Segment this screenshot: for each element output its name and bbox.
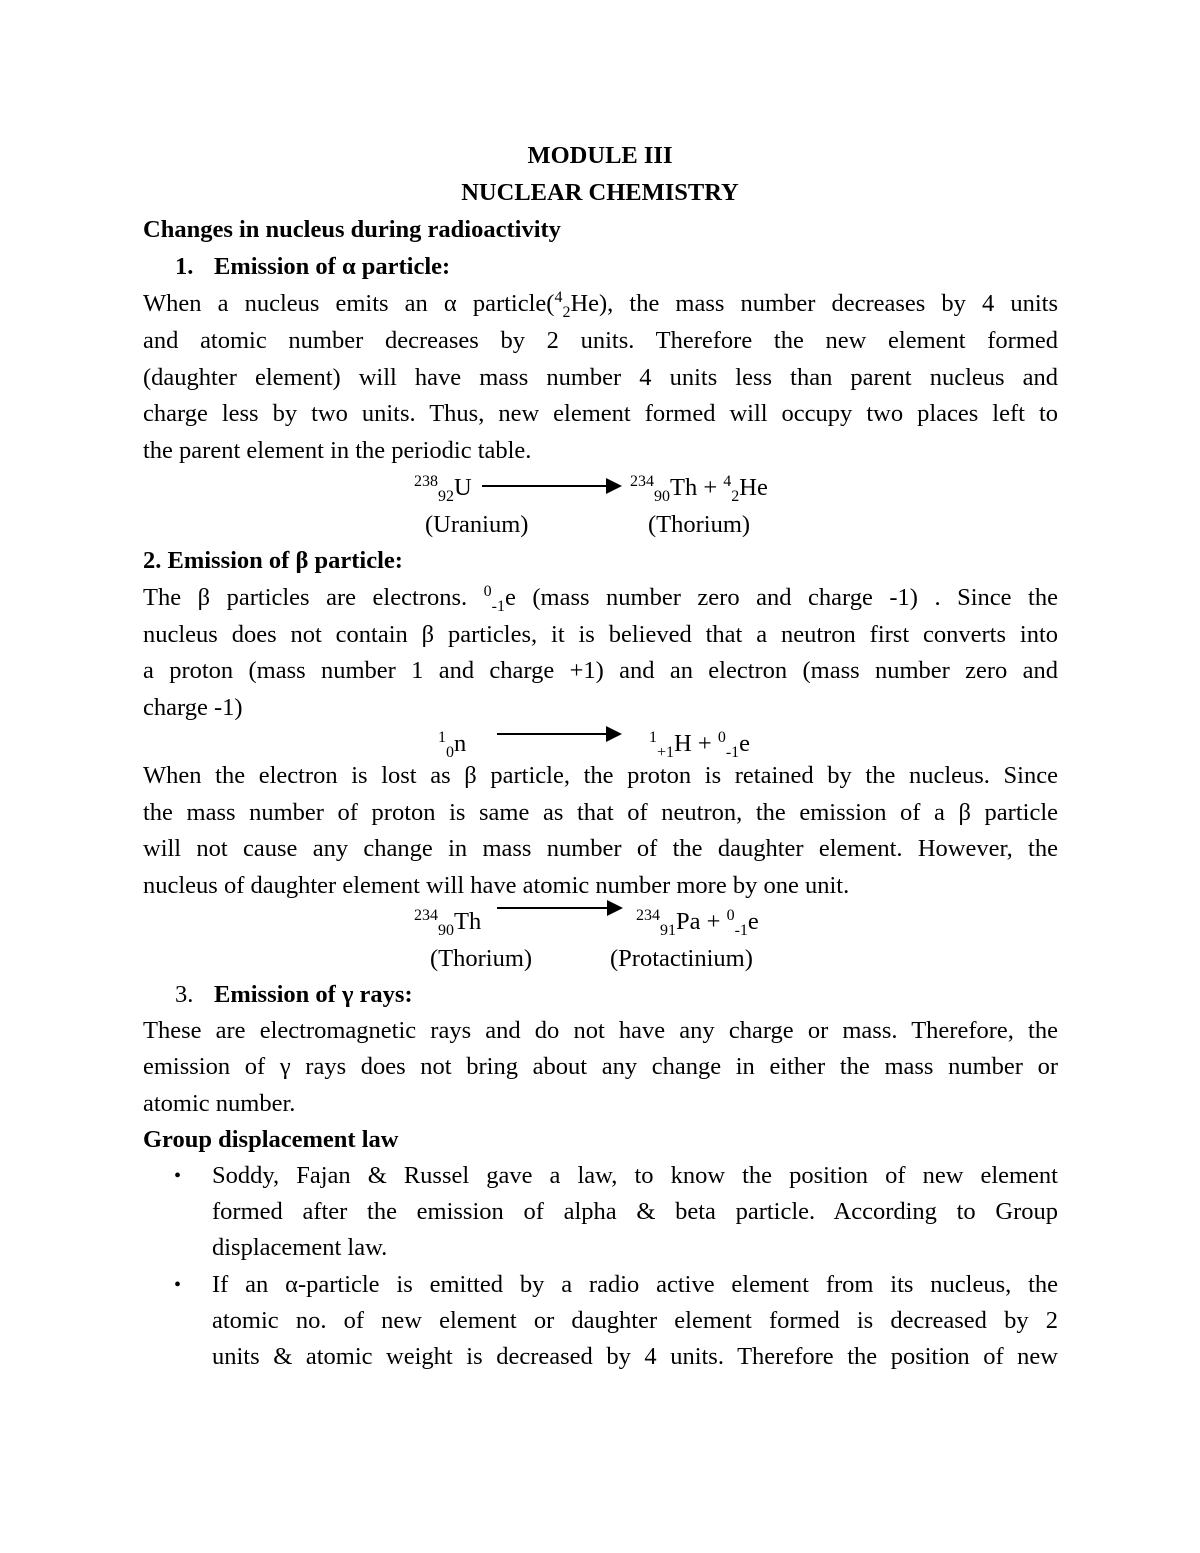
reaction-arrow-neutron [497,724,622,744]
label-uranium: (Uranium) [425,511,529,538]
neutron-symbol: $^1_0$n [438,728,467,761]
beta-paragraph-line-2: nucleus does not contain β particles, it is believed that a neutron first converts into [143,621,1058,648]
gamma-paragraph-line-3: atomic number. [143,1090,296,1117]
alpha-paragraph-line-4: charge less by two units. Thus, new element formed will occupy two places left to [143,400,1058,427]
reaction-arrow-beta [497,898,623,918]
alpha-products: $^{234}_{90}$Th + $^4_2$He [630,472,768,505]
beta-paragraph-line-8: nucleus of daughter element will have atomic number more by one unit. [143,872,850,899]
beta-paragraph-line-4: charge -1) [143,694,243,721]
label-thorium-2: (Thorium) [430,945,533,972]
module-title: MODULE III [527,142,673,169]
alpha-paragraph-line-5: the parent element in the periodic table. [143,437,532,464]
bullet-2-line-3: units & atomic weight is decreased by 4 units. Therefore the position of new [212,1343,1058,1370]
alpha-paragraph-line-1: When a nucleus emits an α particle($^4_2$He), the mass number decreases by 4 units [143,288,1058,321]
beta-paragraph-line-1: The β particles are electrons. $^0_{-1}$e (mass number zero and charge -1) . Since the [143,582,1058,615]
bullet-1-line-2: formed after the emission of alpha & beta particle. According to Group [212,1198,1058,1225]
section-heading-changes: Changes in nucleus during radioactivity [143,216,561,243]
alpha-heading: Emission of α particle: [214,253,451,280]
alpha-paragraph-line-3: (daughter element) will have mass number 4 units less than parent nucleus and [143,364,1058,391]
label-protactinium: (Protactinium) [610,945,753,972]
bullet-2-line-2: atomic no. of new element or daughter element formed is decreased by 2 [212,1307,1058,1334]
alpha-paragraph-line-2: and atomic number decreases by 2 units. Therefore the new element formed [143,327,1058,354]
label-thorium: (Thorium) [648,511,751,538]
beta-products: $^{234}_{91}$Pa + $^0_{-1}$e [636,906,759,939]
gamma-number: 3. [175,981,194,1008]
gamma-paragraph-line-2: emission of γ rays does not bring about any change in either the mass number or [143,1053,1058,1080]
neutron-products: $^1_{+1}$H + $^0_{-1}$e [649,728,751,761]
thorium-symbol: $^{234}_{90}$Th [414,906,482,939]
gamma-heading: Emission of γ rays: [214,981,413,1008]
bullet-1-line-1: Soddy, Fajan & Russel gave a law, to know the position of new element [212,1162,1058,1189]
section-heading-group-displacement: Group displacement law [143,1126,399,1153]
beta-heading: 2. Emission of β particle: [143,547,403,574]
gamma-paragraph-line-1: These are electromagnetic rays and do not have any charge or mass. Therefore, the [143,1017,1058,1044]
alpha-number: 1. [175,253,194,280]
beta-paragraph-line-6: the mass number of proton is same as that of neutron, the emission of a β particle [143,799,1058,826]
bullet-1: • [174,1165,182,1187]
uranium-symbol: $^{238}_{92}$U [414,472,472,505]
subject-title: NUCLEAR CHEMISTRY [461,179,739,206]
beta-paragraph-line-7: will not cause any change in mass number of the daughter element. However, the [143,835,1058,862]
bullet-2: • [174,1274,182,1296]
bullet-1-line-3: displacement law. [212,1234,388,1261]
bullet-2-line-1: If an α-particle is emitted by a radio active element from its nucleus, the [212,1271,1058,1298]
beta-paragraph-line-3: a proton (mass number 1 and charge +1) and an electron (mass number zero and [143,657,1058,684]
beta-paragraph-line-5: When the electron is lost as β particle, the proton is retained by the nucleus. Since [143,762,1058,789]
reaction-arrow-alpha [482,476,622,496]
